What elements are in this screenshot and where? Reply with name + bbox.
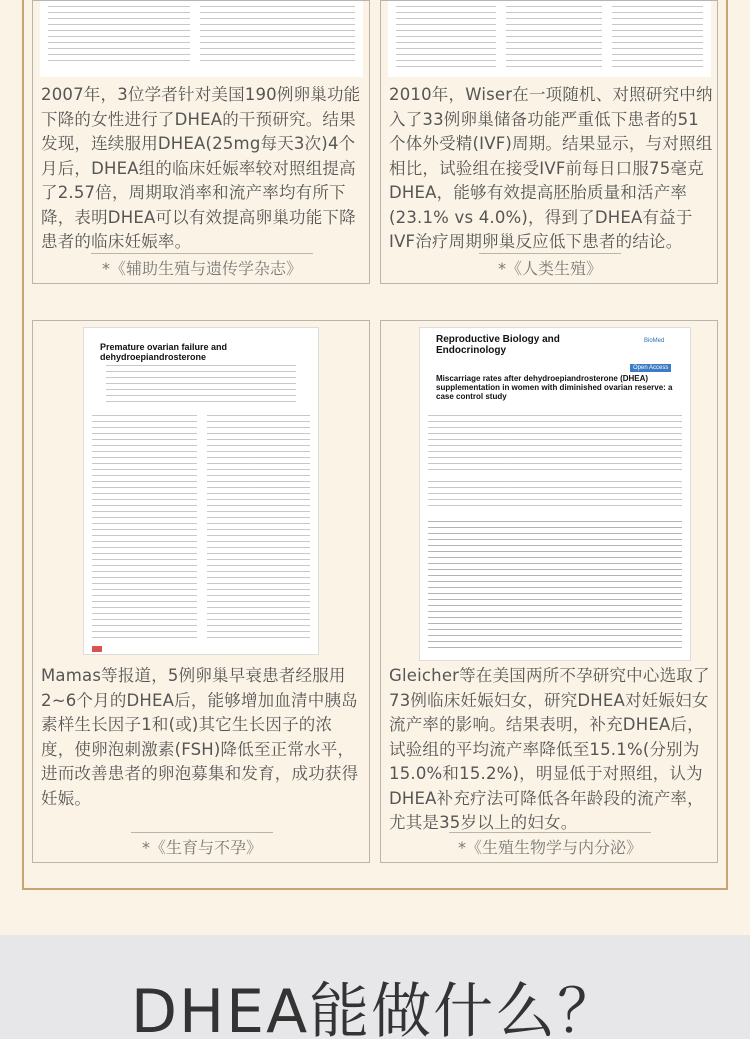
paper-image-3 bbox=[83, 327, 319, 655]
paper-4-title: Miscarriage rates after dehydroepiandrosterone (DHEA) supplementation in women with diminished ovarian reserve: a case control study bbox=[436, 374, 673, 401]
card-2-text: 2010年，Wiser在一项随机、对照研究中纳入了33例卵巢储备功能严重低下患者的51个体外受精(IVF)周期。结果显示，与对照组相比，试验组在接受IVF前每日口服75毫克DHEA，能够有效提高胚胎质量和活产率(23.1% vs 4.0%)，得到了DHEA有益于IVF治疗周期卵巢反应低下患者的结论。 bbox=[389, 85, 713, 251]
card-1-text: 2007年，3位学者针对美国190例卵巢功能下降的女性进行了DHEA的干预研究。结果发现，连续服用DHEA(25mg每天3次)4个月后，DHEA组的临床妊娠率较对照组提高了2.57倍，周期取消率和流产率均有所下降，表明DHEA可以有效提高卵巢功能下降患者的临床妊娠率。 bbox=[41, 85, 361, 251]
paper-3-title: Premature ovarian failure and dehydroepiandrosterone bbox=[100, 342, 228, 362]
open-access-badge: Open Access bbox=[630, 364, 671, 372]
journal-name: Reproductive Biology and Endocrinology bbox=[436, 334, 560, 356]
card-3-source: *《生育与不孕》 bbox=[131, 832, 273, 862]
study-card-1 bbox=[32, 0, 370, 284]
card-2-source: *《人类生殖》 bbox=[479, 253, 621, 283]
study-card-2 bbox=[380, 0, 718, 284]
section-title: DHEA能做什么？ bbox=[130, 977, 620, 1039]
paper-image-4: Reproductive Biology and Endocrinology BioMed Open Access Miscarriage rates after dehydroepiandrosterone (DHEA) supplementation in women with diminished ovarian reserve: a case control study bbox=[419, 327, 691, 661]
card-3-text: Mamas等报道，5例卵巢早衰患者经服用2~6个月的DHEA后，能够增加血清中胰岛素样生长因子1和(或)其它生长因子的浓度，使卵泡刺激素(FSH)降低至正常水平，进而改善患者的卵泡募集和发育，成功获得妊娠。 bbox=[41, 666, 359, 808]
paper-image-1 bbox=[40, 1, 363, 77]
study-card-4 bbox=[380, 320, 718, 863]
card-4-text: Gleicher等在美国两所不孕研究中心选取了73例临床妊娠妇女，研究DHEA对妊娠妇女流产率的影响。结果表明，补充DHEA后，试验组的平均流产率降低至15.1%(分别为15.0%和15.2%)，明显低于对照组，认为DHEA补充疗法可降低各年龄段的流产率，尤其是35岁以上的妇女。 bbox=[389, 666, 710, 832]
card-1-source: *《辅助生殖与遗传学杂志》 bbox=[91, 253, 313, 283]
card-4-source: *《生殖生物学与内分泌》 bbox=[449, 832, 651, 862]
study-card-3 bbox=[32, 320, 370, 863]
paper-image-2 bbox=[388, 1, 711, 77]
